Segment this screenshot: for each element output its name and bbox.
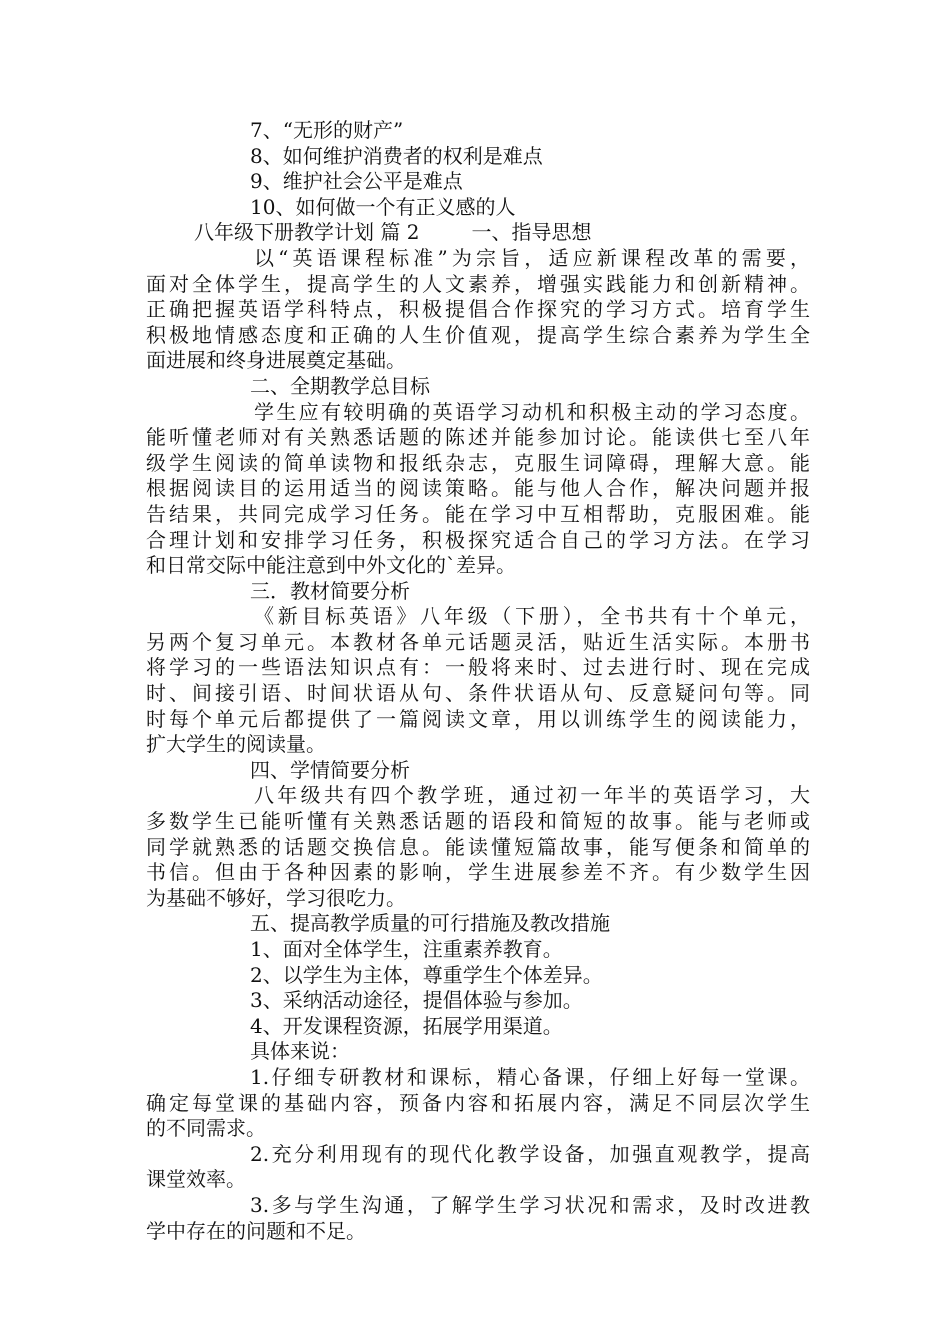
paragraph-line: 根据阅读目的运用适当的阅读策略。能与他人合作，解决问题并报 — [146, 476, 810, 501]
paragraph-line: 时、间接引语、时间状语从句、条件状语从句、反意疑问句等。同 — [146, 681, 810, 706]
list-item: 9、维护社会公平是难点 — [250, 169, 463, 194]
paragraph-line: 同学就熟悉的话题交换信息。能读懂短篇故事，能写便条和简单的 — [146, 834, 810, 859]
paragraph — [146, 783, 810, 911]
paragraph-line: 2.充分利用现有的现代化教学设备，加强直观教学，提高 — [250, 1141, 810, 1166]
paragraph-line: 和日常交际中能注意到中外文化的`差异。 — [146, 553, 516, 578]
paragraph-line: 1.仔细专研教材和课标，精心备课，仔细上好每一堂课。 — [250, 1064, 810, 1089]
paragraph-line: 以“英语课程标准”为宗旨，适应新课程改革的需要， — [254, 245, 810, 270]
paragraph — [146, 604, 810, 758]
paragraph-line: 面进展和终身进展奠定基础。 — [146, 348, 406, 373]
paragraph-line: 八年级共有四个教学班，通过初一年半的英语学习，大 — [254, 783, 810, 808]
section-heading: 五、提高教学质量的可行措施及教改措施 — [250, 911, 610, 936]
paragraph-line: 的不同需求。 — [146, 1116, 266, 1141]
plan-title: 八年级下册教学计划 篇 2 — [194, 220, 420, 245]
paragraph-line: 合理计划和安排学习任务，积极探究适合自己的学习方法。在学习 — [146, 527, 810, 552]
paragraph-line: 告结果，共同完成学习任务。能在学习中互相帮助，克服困难。能 — [146, 501, 810, 526]
section-heading: 一、指导思想 — [471, 220, 592, 245]
list-item: 7、“无形的财产” — [250, 118, 404, 142]
section-heading: 二、全期教学总目标 — [250, 373, 430, 398]
document-body — [146, 118, 810, 1244]
list-item: 2、以学生为主体，尊重学生个体差异。 — [250, 962, 603, 987]
paragraph-line: 积极地情感态度和正确的人生价值观，提高学生综合素养为学生全 — [146, 322, 810, 347]
section-heading: 四、学情简要分析 — [250, 757, 410, 782]
specifically-label: 具体来说： — [250, 1039, 350, 1064]
paragraph-line: 扩大学生的阅读量。 — [146, 732, 326, 757]
paragraph — [146, 400, 810, 579]
list-item: 10、如何做一个有正义感的人 — [250, 194, 516, 219]
paragraph-line: 为基础不够好，学习很吃力。 — [146, 885, 406, 910]
paragraph — [146, 1142, 810, 1193]
paragraph-line: 多数学生已能听懂有关熟悉话题的语段和简短的故事。能与老师或 — [146, 809, 810, 834]
paragraph-line: 级学生阅读的简单读物和报纸杂志，克服生词障碍，理解大意。能 — [146, 450, 810, 475]
paragraph-line: 书信。但由于各种因素的影响，学生进展参差不齐。有少数学生因 — [146, 860, 810, 885]
paragraph-line: 将学习的一些语法知识点有：一般将来时、过去进行时、现在完成 — [146, 655, 810, 680]
paragraph-line: 3.多与学生沟通，了解学生学习状况和需求，及时改进教 — [250, 1192, 810, 1217]
section-heading: 三．教材简要分析 — [250, 578, 410, 603]
list-item: 8、如何维护消费者的权利是难点 — [250, 143, 543, 168]
paragraph-line: 能听懂老师对有关熟悉话题的陈述并能参加讨论。能读供七至八年 — [146, 425, 810, 450]
list-item: 1、面对全体学生，注重素养教育。 — [250, 937, 563, 961]
paragraph-line: 确定每堂课的基础内容，预备内容和拓展内容，满足不同层次学生 — [146, 1090, 810, 1115]
paragraph-line: 正确把握英语学科特点，积极提倡合作探究的学习方式。培育学生 — [146, 297, 810, 322]
paragraph-line: 另两个复习单元。本教材各单元话题灵活，贴近生活实际。本册书 — [146, 629, 810, 654]
paragraph-line: 面对全体学生，提高学生的人文素养，增强实践能力和创新精神。 — [146, 271, 810, 296]
paragraph-line: 时每个单元后都提供了一篇阅读文章，用以训练学生的阅读能力， — [146, 706, 810, 731]
list-item: 4、开发课程资源，拓展学用渠道。 — [250, 1013, 563, 1038]
paragraph-line: 《新目标英语》八年级（下册），全书共有十个单元， — [254, 604, 810, 629]
paragraph-line: 学生应有较明确的英语学习动机和积极主动的学习态度。 — [254, 399, 810, 424]
plan-title-row — [146, 220, 810, 246]
paragraph — [146, 246, 810, 374]
paragraph-line: 学中存在的问题和不足。 — [146, 1218, 366, 1243]
paragraph — [146, 1065, 810, 1142]
paragraph — [146, 1193, 810, 1244]
paragraph-line: 课堂效率。 — [146, 1167, 246, 1192]
list-item: 3、采纳活动途径，提倡体验与参加。 — [250, 988, 583, 1013]
